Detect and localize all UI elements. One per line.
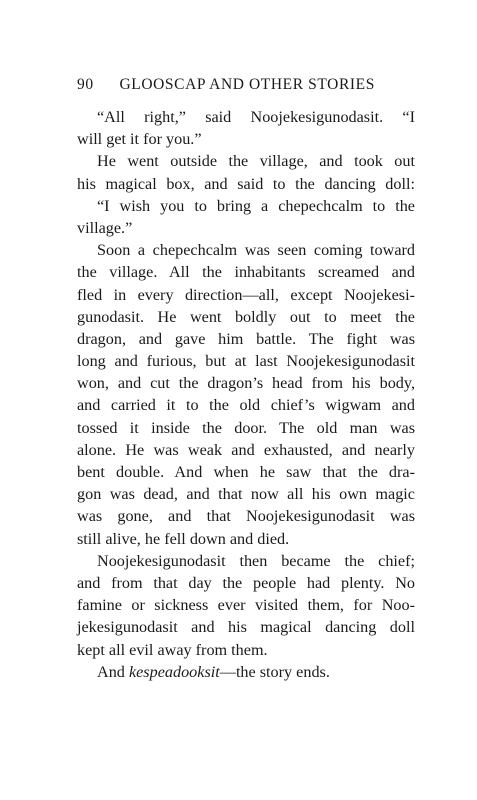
text-line: gon was dead, and that now all his own magic [77,485,415,504]
text-line: “I wish you to bring a chepechcalm to the [97,196,415,215]
running-head [77,76,407,94]
text-line: tossed it inside the door. The old man was [77,418,415,437]
text-line: “All right,” said Noojekesigunodasit. “I [97,108,415,126]
text-line: He went outside the village, and took out [97,152,415,171]
text-line: and from that day the people had plenty. No [77,573,415,592]
text-line: kept all evil away from them. [77,640,268,659]
text-line: famine or sickness ever visited them, for Noo- [77,596,415,615]
text-line: won, and cut the dragon’s head from his body, [77,374,415,393]
text-line: jekesigunodasit and his magical dancing doll [77,618,415,637]
text-line: dragon, and gave him battle. The fight was [77,329,415,348]
text-line: still alive, he fell down and died. [77,529,290,548]
closing-paragraph [77,661,415,683]
text-line: village.” [77,218,133,237]
text-line: alone. He was weak and exhausted, and nearly [77,440,415,459]
body-text [77,106,415,683]
text-line: the village. All the inhabitants screamed and [77,263,415,282]
text-line: Noojekesigunodasit then became the chief; [97,551,415,570]
paragraph [77,239,415,550]
book-title: GLOOSCAP AND OTHER STORIES [119,76,375,93]
paragraph [77,550,415,661]
text-line: fled in every direction—all, except Noojekesi- [77,285,415,304]
closing-prefix: And [97,662,129,681]
closing-line [77,661,415,683]
closing-suffix: —the story ends. [219,662,330,681]
paragraph [77,106,415,150]
text-line: Soon a chepechcalm was seen coming toward [97,241,415,260]
paragraph [77,195,415,239]
paragraph [77,150,415,194]
text-line: was gone, and that Noojekesigunodasit was [77,507,415,526]
page-number: 90 [77,76,94,93]
text-line: long and furious, but at last Noojekesigunodasit [77,352,415,371]
text-line: gunodasit. He went boldly out to meet the [77,307,415,326]
closing-italic-word: kespeadooksit [128,662,220,681]
text-line: bent double. And when he saw that the dra- [77,463,415,481]
text-line: his magical box, and said to the dancing doll: [77,174,415,193]
text-line: and carried it to the old chief’s wigwam and [77,396,415,415]
text-line: will get it for you.” [77,130,202,149]
